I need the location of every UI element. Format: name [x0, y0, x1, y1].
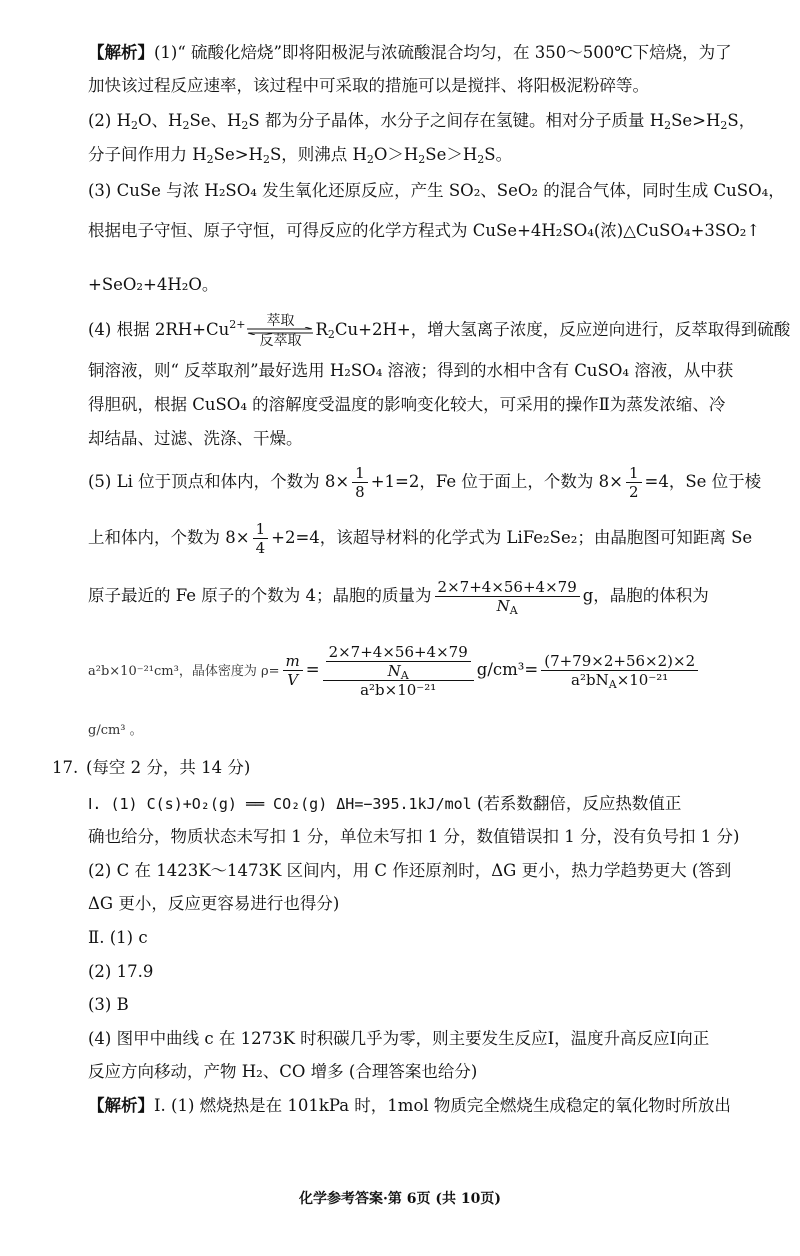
- fraction-1-4: $\frac{1}{4}$: [253, 520, 269, 557]
- q17-ii1: Ⅱ. (1) c: [88, 928, 148, 947]
- para5-line5: g/cm³ 。: [88, 723, 143, 738]
- q17-i2-line1: (2) C 在 1423K～1473K 区间内，用 C 作还原剂时，ΔG 更小，热力学趋势更大 (答到: [88, 861, 732, 880]
- fraction-1-8: $\frac{1}{8}$: [352, 464, 368, 501]
- q17-ii4-line2: 反应方向移动，产物 H₂、CO 增多 (合理答案也给分): [88, 1062, 478, 1081]
- para4-line1: (4) 根据 $2RH+Cu^{2+}$ 萃取 反萃取 $R_2Cu+2H+$，增大氢离子浓度，反应逆向进行，反萃取得到硫酸: [88, 312, 791, 349]
- para3-line1: (3) CuSe 与浓 H₂SO₄ 发生氧化还原反应，产生 SO₂、SeO₂ 的混合气体，同时生成 CuSO₄，: [88, 181, 785, 200]
- question-17-header: (每空 2 分，共 14 分): [86, 758, 251, 777]
- equilibrium-arrow: 萃取 反萃取: [245, 313, 315, 349]
- para4-line4: 却结晶、过滤、洗涤、干燥。: [88, 429, 303, 448]
- para3-line3: +SeO₂+4H₂O。: [88, 275, 219, 294]
- cell-mass-fraction: $\frac{2\times 7+4\times 56+4\times 79}{N_A}$: [435, 578, 580, 615]
- m-over-v-fraction: $\frac{m}{V}$: [283, 652, 303, 689]
- question-17-number: 17.: [52, 758, 79, 777]
- fraction-1-2: $\frac{1}{2}$: [626, 464, 642, 501]
- para2-line2: 分子间作用力 $H_2Se>H_2S$，则沸点 $H_2O>H_2Se>H_2S$。: [88, 145, 513, 166]
- q17-ii2: (2) 17.9: [88, 962, 154, 981]
- page-footer: 化学参考答案·第 6页 (共 10页): [299, 1191, 501, 1207]
- q17-i1-line1: Ⅰ. (1) C(s)+O₂(g) ══ CO₂(g) ΔH=−395.1kJ/mol (若系数翻倍，反应热数值正: [88, 794, 682, 813]
- para4-line2: 铜溶液，则“ 反萃取剂”最好选用 H₂SO₄ 溶液；得到的水相中含有 CuSO₄ 溶液，从中获: [88, 361, 734, 380]
- para4-line3: 得胆矾，根据 CuSO₄ 的溶解度受温度的影响变化较大，可采用的操作Ⅱ为蒸发浓缩、冷: [88, 395, 726, 414]
- q17-i2-line2: ΔG 更小，反应更容易进行也得分): [88, 894, 340, 913]
- para5-line3: 原子最近的 Fe 原子的个数为 4；晶胞的质量为 $\frac{2\times 7+4\times 56+4\times 79}{N_A}$ g，晶胞的体积为: [88, 578, 709, 617]
- para1-line2: 加快该过程反应速率，该过程中可采取的措施可以是搅拌、将阳极泥粉碎等。: [88, 76, 649, 95]
- q17-ii4-line1: (4) 图甲中曲线 c 在 1273K 时积碳几乎为零，则主要发生反应Ⅰ，温度升高反应Ⅰ向正: [88, 1029, 710, 1048]
- para3-line2: 根据电子守恒、原子守恒，可得反应的化学方程式为 CuSe+4H₂SO₄(浓)△CuSO₄+3SO₂↑: [88, 221, 761, 240]
- para2-line1: (2) $H_2O$、$H_2Se$、$H_2S$ 都为分子晶体，水分子之间存在氢键。相对分子质量 $H_2Se>H_2S$，: [88, 111, 756, 132]
- para5-line2: 上和体内，个数为 8× $\frac{1}{4}$ +2=4，该超导材料的化学式为 LiFe₂Se₂；由晶胞图可知距离 Se: [88, 520, 753, 557]
- density-fraction: $\frac{\frac{2\times 7+4\times 56+4\times 79}{N_A}}{\text{a²b×10⁻²¹}}$: [323, 643, 474, 699]
- para5-line4: a²b×10⁻²¹cm³，晶体密度为 ρ= $\frac{m}{V}$ = $\frac{\frac{2\times 7+4\times 56+4\times 79}{N_A}}{\text{a²b×10⁻²¹}}$ g/cm³= $\frac{(7+79\times 2+56\times 2)\times 2}{a^2bN_A\times 10^{-21}}$: [88, 640, 701, 702]
- para1-line1: 【解析】(1)“ 硫酸化焙烧”即将阳极泥与浓硫酸混合均匀，在 350～500℃下焙烧，为了: [88, 43, 732, 62]
- para5-line1: (5) Li 位于顶点和体内，个数为 8× $\frac{1}{8}$ +1=2，Fe 位于面上，个数为 8× $\frac{1}{2}$ =4，Se 位于棱: [88, 464, 762, 501]
- q17-ii3: (3) B: [88, 995, 129, 1014]
- q17-analysis-line1: 【解析】Ⅰ. (1) 燃烧热是在 101kPa 时，1mol 物质完全燃烧生成稳定的氧化物时所放出: [88, 1096, 731, 1115]
- final-density-fraction: $\frac{(7+79\times 2+56\times 2)\times 2}{a^2bN_A\times 10^{-21}}$: [541, 652, 698, 689]
- analysis-label: 【解析】: [88, 43, 154, 62]
- q17-i1-line2: 确也给分，物质状态未写扣 1 分，单位未写扣 1 分，数值错误扣 1 分，没有负号扣 1 分): [88, 827, 740, 846]
